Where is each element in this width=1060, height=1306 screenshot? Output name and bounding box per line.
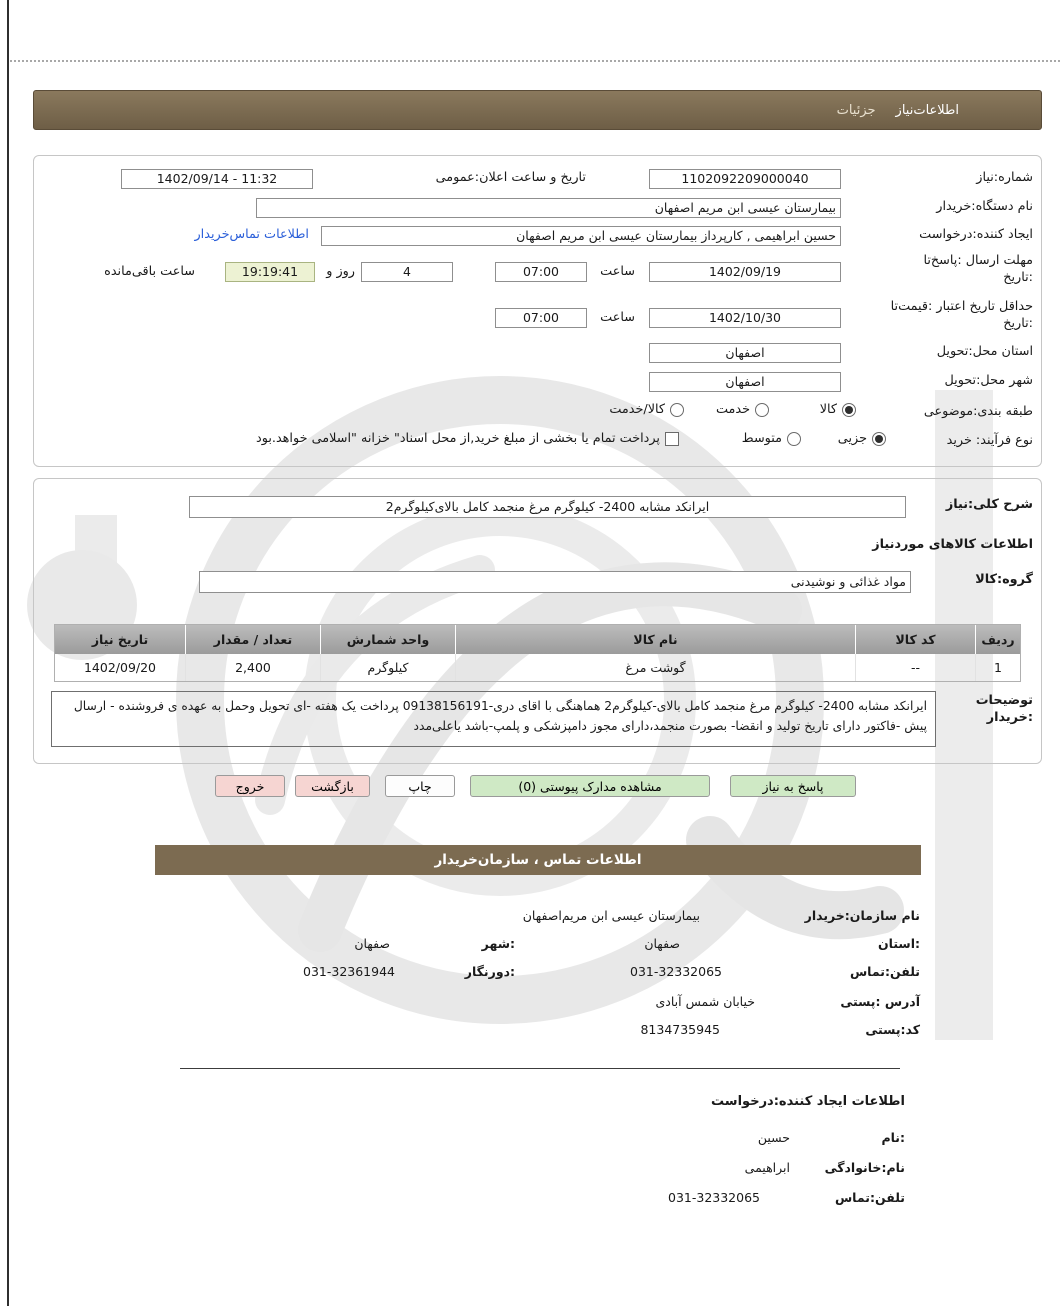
- delivery-city-field: اصفهان: [649, 372, 841, 392]
- contact-province-label: :استان: [877, 936, 920, 951]
- radio-icon: [670, 403, 684, 417]
- creator-first-name-label: :نام: [881, 1130, 905, 1145]
- radio-option-label: جزیی: [837, 431, 867, 446]
- contact-province-value: صفهان: [644, 936, 680, 951]
- radio-icon: [842, 403, 856, 417]
- reply-deadline-hour-label: ساعت: [600, 264, 635, 279]
- contact-city-label: :شهر: [481, 936, 515, 951]
- process-type-label: نوع فرآیند: خرید: [946, 433, 1033, 448]
- price-validity-hour-label: ساعت: [600, 310, 635, 325]
- subject-class-label: طبقه بندی:موضوعی: [923, 404, 1033, 419]
- reply-deadline-hour-field: 07:00: [495, 262, 587, 282]
- reply-deadline-label-line1: مهلت ارسال :پاسخ‌تا: [923, 253, 1033, 268]
- checkbox-label: پرداخت تمام یا بخشی از مبلغ خرید,از محل اسناد" خزانه "اسلامی خواهد.بود: [256, 431, 660, 446]
- items-table-header: [55, 625, 1020, 654]
- radio-option-goods[interactable]: [820, 402, 856, 417]
- request-creator-field: حسین ابراهیمی , کارپرداز بیمارستان عیسی ابن مریم اصفهان: [321, 226, 841, 246]
- creator-last-name-label: نام:خانوادگی: [824, 1160, 905, 1175]
- org-name-label: نام سازمان:خریدار: [804, 908, 920, 923]
- tab-need-info[interactable]: اطلاعات‌نیاز: [895, 102, 959, 118]
- col-unit: واحد شمارش: [320, 625, 455, 654]
- contact-phone-value: 031-32332065: [630, 964, 722, 979]
- buyer-notes-label-line1: توضیحات: [975, 693, 1033, 708]
- radio-icon: [872, 432, 886, 446]
- need-number-field: 1102092209000040: [649, 169, 841, 189]
- cell-need-date: 1402/09/20: [83, 660, 157, 675]
- items-table: [54, 624, 1021, 682]
- radio-option-service[interactable]: [716, 402, 769, 417]
- delivery-province-label: استان محل:تحویل: [936, 344, 1033, 359]
- cell-row-number: 1: [975, 654, 1020, 681]
- radio-icon: [787, 432, 801, 446]
- required-items-heading: اطلاعات کالاهای موردنیاز: [872, 537, 1033, 552]
- print-button[interactable]: چاپ: [385, 775, 455, 797]
- radio-option-minor[interactable]: [838, 431, 886, 446]
- announce-datetime-field: 1402/09/14 - 11:32: [121, 169, 313, 189]
- buyer-contact-header: اطلاعات تماس ، سازمان‌خریدار: [155, 845, 921, 875]
- request-creator-label: ایجاد کننده:درخواست: [919, 227, 1033, 242]
- postal-code-label: کد:پستی: [865, 1022, 920, 1037]
- reply-deadline-label-line2: :تاریخ: [1003, 270, 1033, 285]
- need-summary-panel: [33, 155, 1042, 467]
- price-validity-date-field: 1402/10/30: [649, 308, 841, 328]
- tab-bar: [33, 90, 1042, 130]
- buyer-org-field: بیمارستان عیسی ابن مریم اصفهان: [256, 198, 841, 218]
- buyer-notes-label-line2: :خریدار: [986, 710, 1033, 725]
- radio-option-medium[interactable]: [742, 431, 801, 446]
- radio-option-goods-service[interactable]: [609, 402, 684, 417]
- exit-button[interactable]: خروج: [215, 775, 285, 797]
- contact-city-value: صفهان: [354, 936, 390, 951]
- contact-address-label: آدرس :پستی: [840, 994, 920, 1009]
- cell-quantity: 2,400: [185, 654, 320, 681]
- reply-to-need-button[interactable]: پاسخ به نیاز: [730, 775, 856, 797]
- need-details-panel: [33, 478, 1042, 764]
- creator-phone-value: 031-32332065: [668, 1190, 760, 1205]
- price-validity-label-line1: حداقل تاریخ اعتبار :قیمت‌تا: [890, 299, 1033, 314]
- buyer-contact-link[interactable]: اطلاعات تماس‌خریدار: [194, 227, 309, 242]
- days-and-label: روز و: [326, 264, 355, 279]
- overall-description-label: شرح کلی:نیاز: [945, 497, 1033, 512]
- need-number-label: شماره:نیاز: [976, 170, 1033, 185]
- back-button[interactable]: بازگشت: [295, 775, 370, 797]
- left-border-rule: [7, 0, 9, 1306]
- radio-option-label: متوسط: [741, 431, 782, 446]
- price-validity-hour-field: 07:00: [495, 308, 587, 328]
- contact-phone-label: تلفن:تماس: [849, 964, 920, 979]
- creator-first-name-value: حسین: [757, 1130, 790, 1145]
- creator-last-name-value: ابراهیمی: [744, 1160, 790, 1175]
- buyer-notes-text: ایرانکد مشابه 2400- کیلوگرم مرغ منجمد کامل بالای-کیلوگرم2 هماهنگی با اقای دری-09138156191 پرداخت یک هفته -ای تحویل وحمل به عهده ی فروشنده - ارسال پیش -فاکتور دارای تاریخ تولید و انقضا- بصورت منجمد،دارای مجوز دامپزشکی و پلمپ-باشد یاعلی‌مدد: [51, 691, 936, 747]
- col-need-date: تاریخ نیاز: [55, 625, 185, 654]
- buyer-org-label: نام دستگاه:خریدار: [936, 199, 1033, 214]
- cell-item-name: گوشت مرغ: [455, 654, 855, 681]
- countdown-timer: 19:19:41: [225, 262, 315, 282]
- reply-deadline-date-field: 1402/09/19: [649, 262, 841, 282]
- announce-datetime-label: تاریخ و ساعت اعلان:عمومی: [435, 170, 586, 185]
- col-item-code: کد کالا: [855, 625, 975, 654]
- contact-address-value: خیابان شمس آبادی: [655, 994, 755, 1009]
- dotted-separator: [10, 60, 1060, 62]
- contact-fax-label: :دورنگار: [464, 964, 515, 979]
- goods-group-field: مواد غذائی و نوشیدنی: [199, 571, 911, 593]
- col-quantity: تعداد / مقدار: [185, 625, 320, 654]
- postal-code-value: 8134735945: [640, 1022, 720, 1037]
- delivery-province-field: اصفهان: [649, 343, 841, 363]
- cell-item-code: --: [855, 654, 975, 681]
- table-row: [55, 654, 1020, 681]
- creator-info-heading: اطلاعات ایجاد کننده:درخواست: [711, 1094, 905, 1109]
- org-name-value: بیمارستان عیسی ابن مریم‌اصفهان: [522, 908, 700, 923]
- radio-option-label: خدمت: [715, 402, 750, 417]
- treasury-docs-checkbox[interactable]: [256, 431, 679, 446]
- creator-phone-label: تلفن:تماس: [834, 1190, 905, 1205]
- overall-description-field: ایرانکد مشابه 2400- کیلوگرم مرغ منجمد کامل بالای‌کیلوگرم2: [189, 496, 906, 518]
- col-row-number: ردیف: [975, 625, 1020, 654]
- radio-option-label: کالا: [819, 402, 837, 417]
- remaining-days-field: 4: [361, 262, 453, 282]
- radio-option-label: کالا/خدمت: [609, 402, 665, 417]
- view-attachments-button[interactable]: مشاهده مدارک پیوستی (0): [470, 775, 710, 797]
- checkbox-icon: [665, 432, 679, 446]
- remaining-hours-label: ساعت باقی‌مانده: [104, 264, 195, 279]
- tab-details[interactable]: جزئیات: [836, 102, 876, 118]
- cell-unit: کیلوگرم: [320, 654, 455, 681]
- delivery-city-label: شهر محل:تحویل: [944, 373, 1033, 388]
- radio-icon: [755, 403, 769, 417]
- goods-group-label: گروه:کالا: [975, 572, 1033, 587]
- col-item-name: نام کالا: [455, 625, 855, 654]
- section-divider: [180, 1068, 900, 1069]
- contact-fax-value: 031-32361944: [303, 964, 395, 979]
- price-validity-label-line2: :تاریخ: [1003, 316, 1033, 331]
